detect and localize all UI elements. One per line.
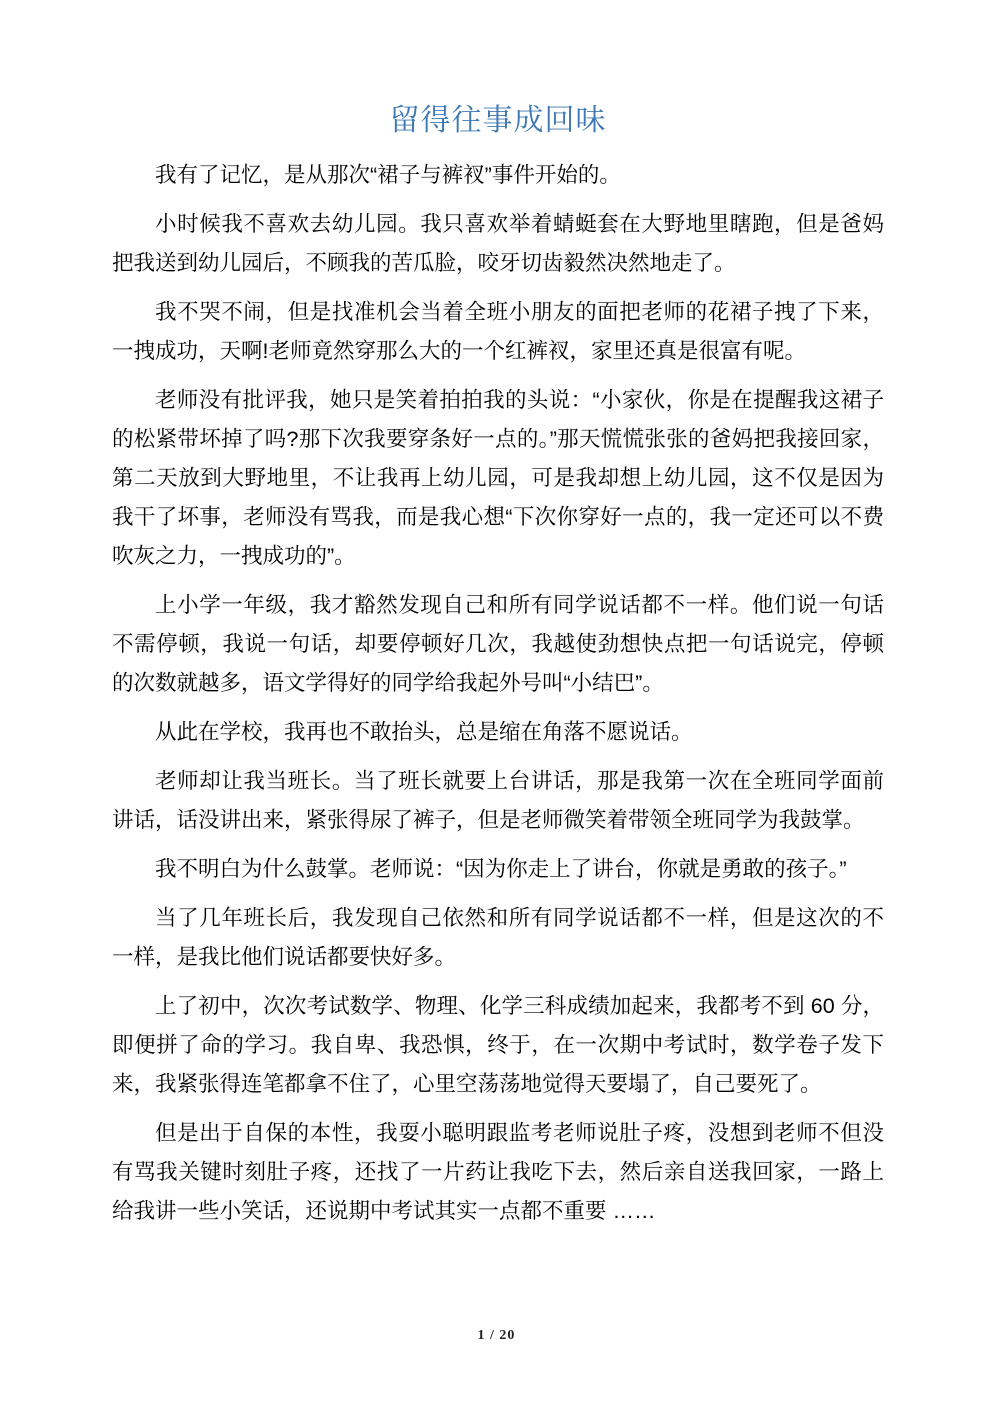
body-paragraph: 老师却让我当班长。当了班长就要上台讲话，那是我第一次在全班同学面前讲话，话没讲出来，紧张得尿了裤子，但是老师微笑着带领全班同学为我鼓掌。 xyxy=(112,769,884,832)
page-title: 留得往事成回味 xyxy=(389,104,607,137)
document-body xyxy=(112,100,884,1231)
body-paragraph: 上小学一年级，我才豁然发现自己和所有同学说话都不一样。他们说一句话不需停顿，我说一句话，却要停顿好几次，我越使劲想快点把一句话说完，停顿的次数就越多，语文学得好的同学给我起外号叫“小结巴”。 xyxy=(112,593,884,695)
page-number-footer: 1 / 20 xyxy=(477,1328,516,1343)
body-paragraph: 我不明白为什么鼓掌。老师说：“因为你走上了讲台，你就是勇敢的孩子。” xyxy=(155,857,847,881)
body-paragraph: 我不哭不闹，但是找准机会当着全班小朋友的面把老师的花裙子拽了下来，一拽成功，天啊!老师竟然穿那么大的一个红裤衩，家里还真是很富有呢。 xyxy=(112,300,884,363)
body-paragraph: 从此在学校，我再也不敢抬头，总是缩在角落不愿说话。 xyxy=(155,720,693,744)
body-paragraph: 老师没有批评我，她只是笑着拍拍我的头说：“小家伙，你是在提醒我这裙子的松紧带坏掉了吗?那下次我要穿条好一点的。”那天慌慌张张的爸妈把我接回家，第二天放到大野地里，不让我再上幼儿园，可是我却想上幼儿园，这不仅是因为我干了坏事，老师没有骂我，而是我心想“下次你穿好一点的，我一定还可以不费吹灰之力，一拽成功的”。 xyxy=(112,388,884,568)
body-paragraph: 上了初中，次次考试数学、物理、化学三科成绩加起来，我都考不到 60 分，即便拼了命的学习。我自卑、我恐惧，终于，在一次期中考试时，数学卷子发下来，我紧张得连笔都拿不住了，心里空荡荡地觉得天要塌了，自己要死了。 xyxy=(112,994,884,1096)
body-paragraph: 我有了记忆，是从那次“裙子与裤衩”事件开始的。 xyxy=(155,163,621,187)
body-paragraph: 小时候我不喜欢去幼儿园。我只喜欢举着蜻蜓套在大野地里瞎跑，但是爸妈把我送到幼儿园后，不顾我的苦瓜脸，咬牙切齿毅然决然地走了。 xyxy=(112,212,884,275)
body-paragraph: 但是出于自保的本性，我耍小聪明跟监考老师说肚子疼，没想到老师不但没有骂我关键时刻肚子疼，还找了一片药让我吃下去，然后亲自送我回家，一路上给我讲一些小笑话，还说期中考试其实一点都不重要 …… xyxy=(112,1121,884,1223)
body-paragraph: 当了几年班长后，我发现自己依然和所有同学说话都不一样，但是这次的不一样，是我比他们说话都要快好多。 xyxy=(112,906,884,969)
